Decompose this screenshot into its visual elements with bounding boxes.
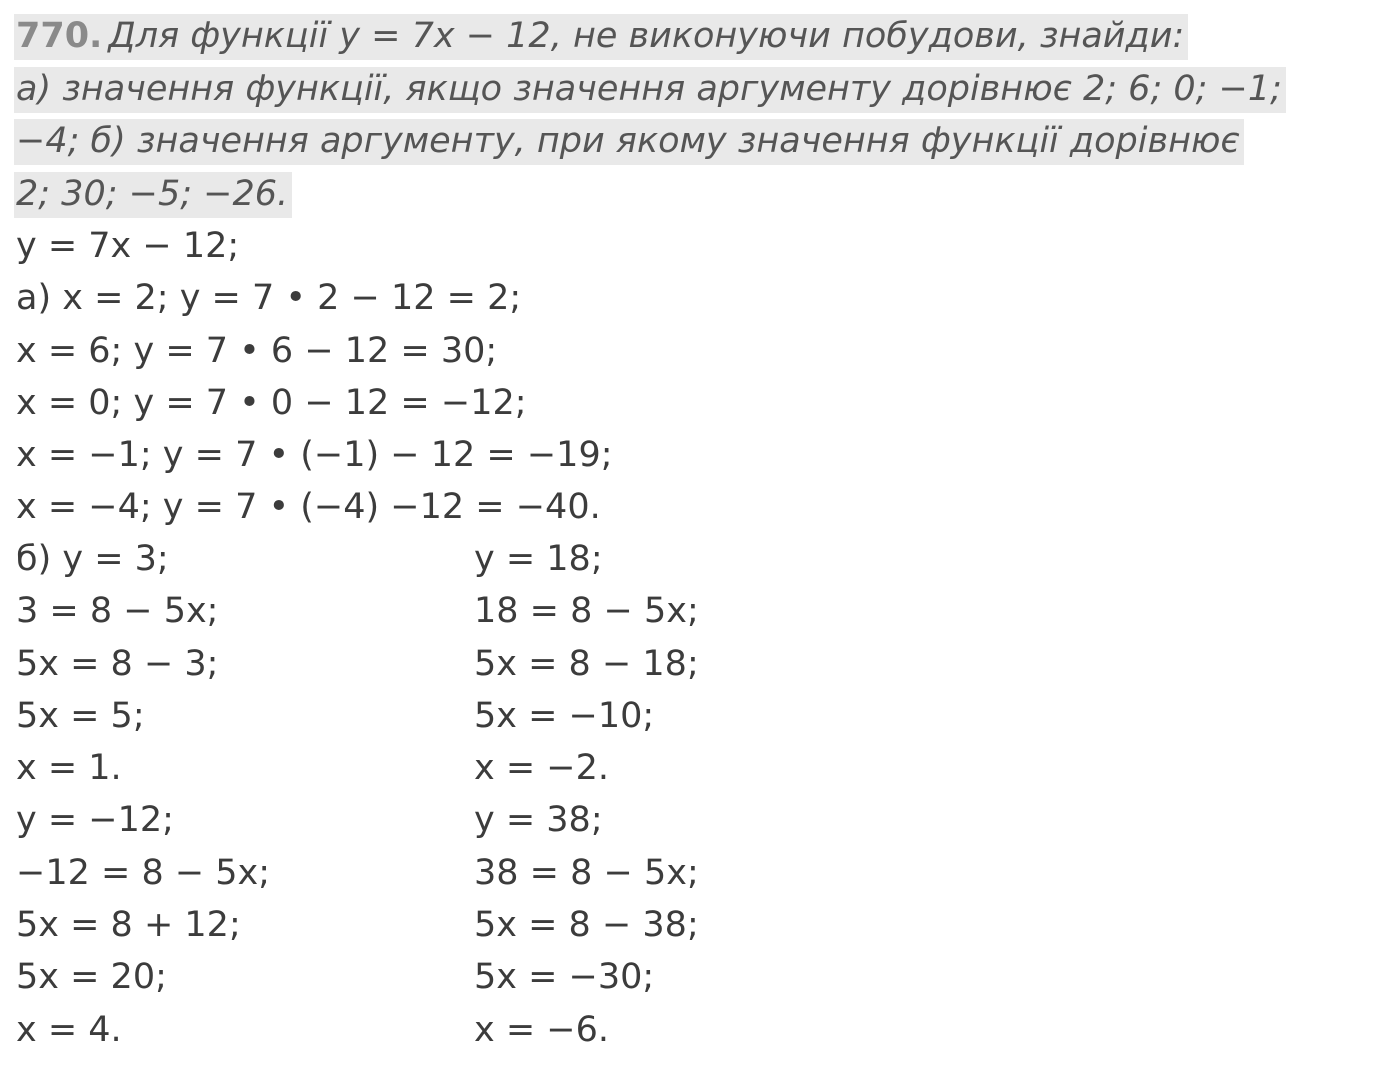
right-column-line: 38 = 8 − 5x; <box>474 852 699 893</box>
left-column-line: 5x = 20; <box>16 957 167 998</box>
solution-row <box>16 690 1376 742</box>
solution-row <box>16 742 1376 794</box>
left-column-line: 5x = 8 + 12; <box>16 905 241 946</box>
task-highlight-1 <box>14 14 1188 60</box>
solution-line: y = 7x − 12; <box>16 226 240 266</box>
left-column-line: x = 4. <box>16 1009 122 1050</box>
right-column-line: y = 38; <box>474 800 603 841</box>
solution-row <box>16 847 1376 899</box>
task-line-4 <box>14 168 1384 221</box>
solution-row <box>16 638 1376 690</box>
left-column-line: −12 = 8 − 5x; <box>16 852 271 893</box>
right-column-line: y = 18; <box>474 539 603 579</box>
task-statement <box>14 10 1384 220</box>
solution-line: x = −4; y = 7 • (−4) −12 = −40. <box>16 487 601 528</box>
left-column-line: y = −12; <box>16 800 174 841</box>
task-line-1 <box>14 10 1384 63</box>
right-column-line: x = −6. <box>474 1009 610 1050</box>
right-column-line: x = −2. <box>474 748 610 789</box>
solution-part-b <box>16 533 1376 1056</box>
task-number: 770. <box>16 16 103 56</box>
solution-row <box>16 585 1376 637</box>
left-column-line: 3 = 8 − 5x; <box>16 591 219 632</box>
left-column-line: б) y = 3; <box>16 539 169 579</box>
solution-row <box>16 1004 1376 1056</box>
right-column-line: 5x = −10; <box>474 695 655 736</box>
solution-line: x = −1; y = 7 • (−1) − 12 = −19; <box>16 435 613 476</box>
right-column-line: 5x = −30; <box>474 957 655 998</box>
solution-row <box>16 794 1376 846</box>
solution-row <box>16 899 1376 951</box>
task-text-2: а) значення функції, якщо значення аргументу дорівнює 2; 6; 0; −1; <box>14 67 1286 113</box>
solution-row <box>16 951 1376 1003</box>
solution-part-a <box>16 220 1376 534</box>
task-text-4: 2; 30; −5; −26. <box>14 172 292 218</box>
right-column-line: 5x = 8 − 38; <box>474 905 699 946</box>
task-text-3: −4; б) значення аргументу, при якому значення функції дорівнює <box>14 119 1244 165</box>
right-column-line: 18 = 8 − 5x; <box>474 591 699 632</box>
left-column-line: 5x = 8 − 3; <box>16 643 219 684</box>
left-column-line: 5x = 5; <box>16 695 145 736</box>
task-line-2 <box>14 63 1384 116</box>
solution-line: а) x = 2; y = 7 • 2 − 12 = 2; <box>16 278 522 319</box>
solution-line: x = 0; y = 7 • 0 − 12 = −12; <box>16 382 527 423</box>
solution-row <box>16 533 1376 585</box>
task-text-1: Для функції y = 7x − 12, не виконуючи побудови, знайди: <box>108 16 1185 56</box>
right-column-line: 5x = 8 − 18; <box>474 643 699 684</box>
solution-line: x = 6; y = 7 • 6 − 12 = 30; <box>16 330 498 371</box>
task-line-3 <box>14 115 1384 168</box>
left-column-line: x = 1. <box>16 748 122 789</box>
